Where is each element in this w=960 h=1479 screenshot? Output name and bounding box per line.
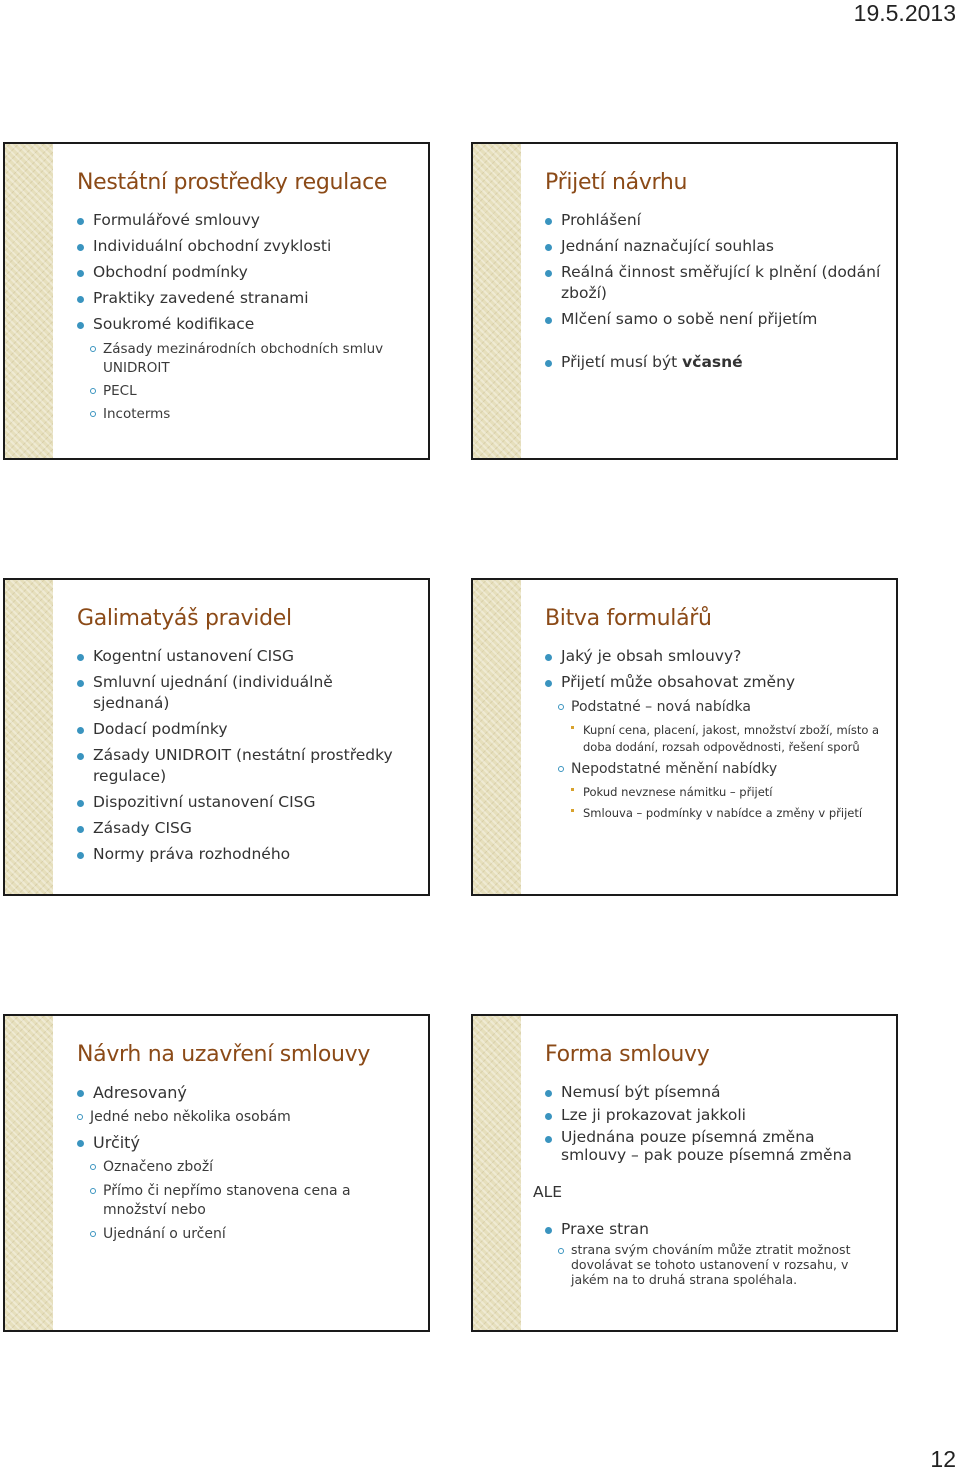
bullet-item: Normy práva rozhodného [77,844,414,865]
slide-nestatni-prostredky [3,142,430,460]
sub-sub-bullet-item: Pokud nevznese námitku – přijetí [571,784,882,801]
slide-title: Nestátní prostředky regulace [77,170,388,195]
slide-decor-stripe [5,580,53,894]
bullet-item: Dodací podmínky [77,719,414,740]
slide-decor-stripe [473,1016,521,1330]
bullet-list [77,1082,414,1244]
bullet-list [545,1082,882,1164]
sub-bullet-item: Přímo či nepřímo stanovena cena a množství nebo [90,1182,414,1220]
bullet-item: Lze ji prokazovat jakkoli [545,1105,882,1126]
sub-bullet-item: PECL [90,382,414,401]
bullet-item: Formulářové smlouvy [77,210,414,231]
slide-bitva-formularu [471,578,898,896]
sub-bullet-item: Jedné nebo několika osobám [77,1108,414,1127]
bullet-item: Jaký je obsah smlouvy? [545,646,882,667]
slide-title: Návrh na uzavření smlouvy [77,1042,371,1067]
bullet-item [545,352,882,373]
bullet-item: Určitý [77,1132,414,1153]
bullet-item: Přijetí může obsahovat změny [545,672,882,693]
bullet-item: Praxe stran [545,1219,882,1240]
bullet-item: Jednání naznačující souhlas [545,236,882,257]
slide-title: Forma smlouvy [545,1042,710,1067]
bullet-item: Zásady CISG [77,818,414,839]
sub-sub-bullet-item: Smlouva – podmínky v nabídce a změny v přijetí [571,805,882,822]
slide-decor-stripe [5,1016,53,1330]
sub-bullet-item: Zásady mezinárodních obchodních smluv UNIDROIT [90,340,414,378]
slide-decor-stripe [5,144,53,458]
bullet-item: Ujednána pouze písemná změna smlouvy – pak pouze písemná změna [545,1128,882,1164]
bullet-item: Reálná činnost směřující k plnění (dodání zboží) [545,262,882,304]
bullet-text: Přijetí musí být [561,353,683,371]
slide-navrh-na-uzavreni [3,1014,430,1332]
page-number: 12 [930,1446,956,1472]
slide-decor-stripe [473,144,521,458]
sub-bullet-item: Podstatné – nová nabídka [558,698,882,717]
slide-title: Přijetí návrhu [545,170,688,195]
sub-bullet-item: Označeno zboží [90,1158,414,1177]
bullet-item: Praktiky zavedené stranami [77,288,414,309]
bullet-list [77,210,414,424]
sub-bullet-item: Nepodstatné měnění nabídky [558,760,882,779]
slide-galimatyas-pravidel [3,578,430,896]
slide-title: Bitva formulářů [545,606,712,631]
bullet-item: Zásady UNIDROIT (nestátní prostředky regulace) [77,745,414,787]
bullet-item: Smluvní ujednání (individuálně sjednaná) [77,672,414,714]
bullet-emphasis: včasné [682,353,743,371]
bullet-item: Nemusí být písemná [545,1082,882,1103]
sub-bullet-item: strana svým chováním může ztratit možnost dovolávat se tohoto ustanovení v rozsahu, v jakém na to druhá strana spoléhala. [558,1242,882,1287]
bullet-item: Kogentní ustanovení CISG [77,646,414,667]
slide-decor-stripe [473,580,521,894]
bullet-item: Obchodní podmínky [77,262,414,283]
bullet-item: Mlčení samo o sobě není přijetím [545,309,882,330]
bullet-list [545,210,882,373]
paragraph-ale: ALE [533,1183,563,1201]
bullet-list [545,1219,882,1287]
bullet-item: Prohlášení [545,210,882,231]
sub-bullet-item: Incoterms [90,405,414,424]
slide-forma-smlouvy [471,1014,898,1332]
slide-prijeti-navrhu [471,142,898,460]
bullet-item: Dispozitivní ustanovení CISG [77,792,414,813]
bullet-list [77,646,414,865]
page-date: 19.5.2013 [853,0,956,26]
bullet-item: Soukromé kodifikace [77,314,414,335]
slide-title: Galimatyáš pravidel [77,606,292,631]
bullet-item: Individuální obchodní zvyklosti [77,236,414,257]
sub-bullet-item: Ujednání o určení [90,1225,414,1244]
bullet-item: Adresovaný [77,1082,414,1103]
bullet-list [545,646,882,822]
sub-sub-bullet-item: Kupní cena, placení, jakost, množství zboží, místo a doba dodání, rozsah odpovědnosti, řešení sporů [571,722,882,756]
